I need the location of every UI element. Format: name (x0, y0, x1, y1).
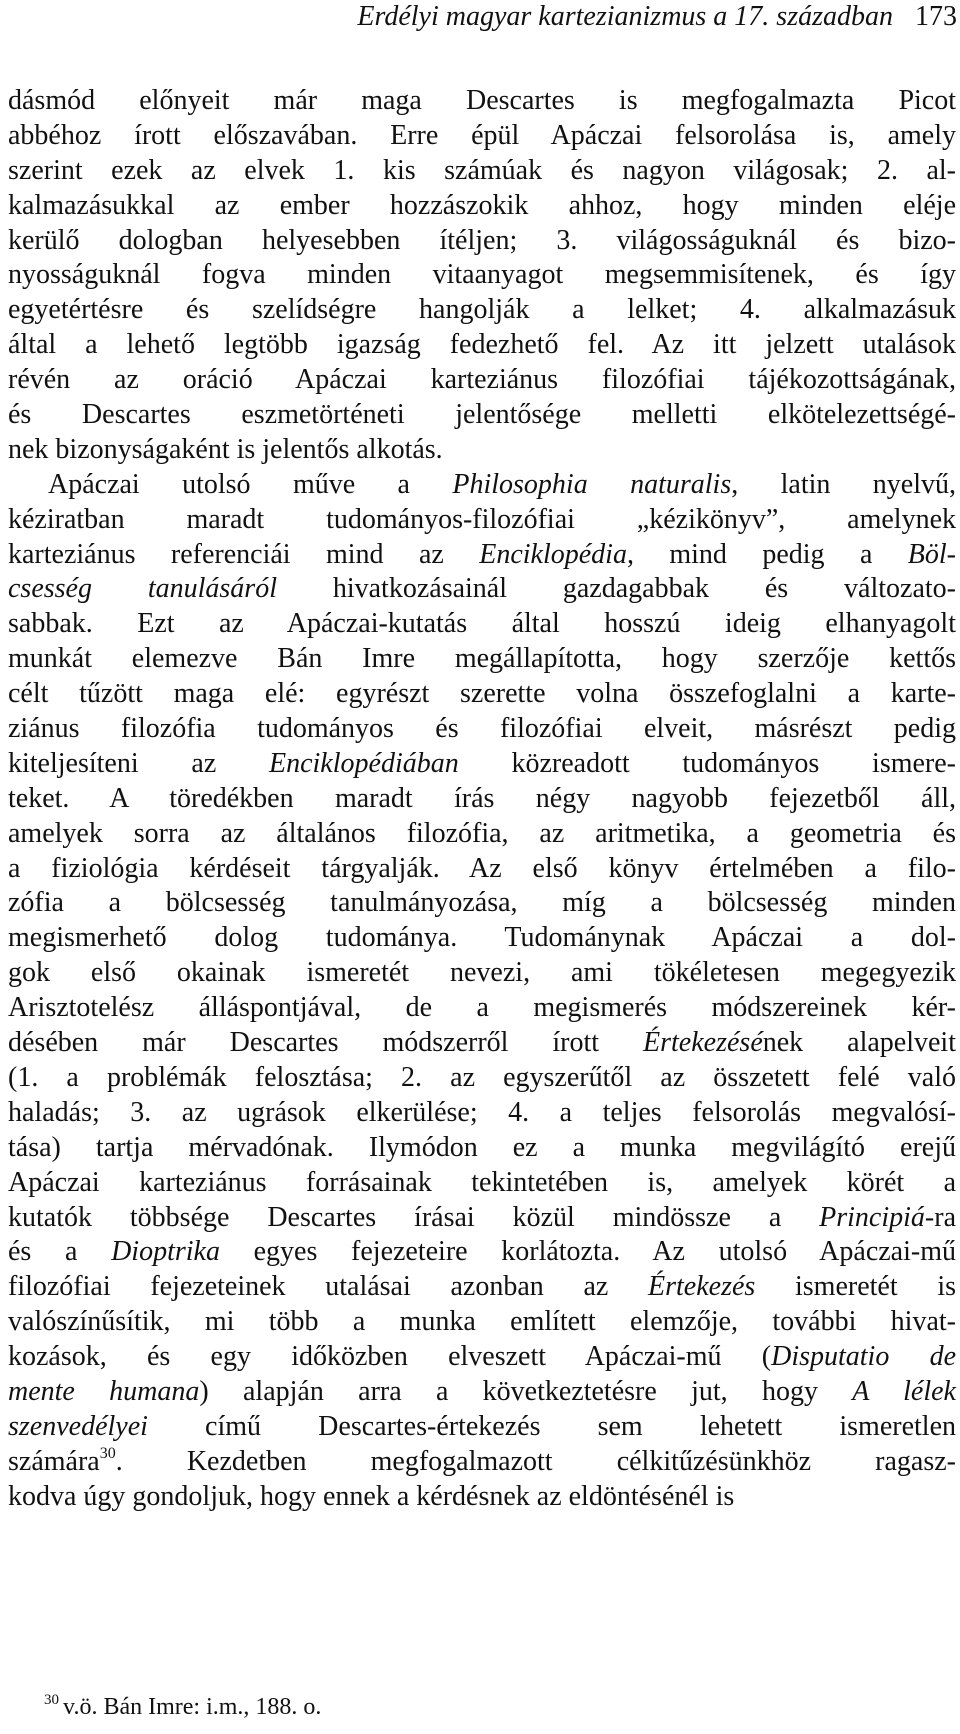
work-title: Enciklopédiában (269, 747, 459, 779)
work-title: mente humana (8, 1375, 200, 1407)
text-line: gok első okainak ismeretét nevezi, ami tökéletesen megegyezik (8, 957, 956, 989)
text-line: dásmód előnyeit már maga Descartes is megfogalmazta Picot (8, 85, 956, 116)
body-text (8, 84, 956, 1515)
text-line: kodva úgy gondoljuk, hogy ennek a kérdésnek az eldöntésénél is (8, 1480, 735, 1512)
paragraph-end-line: nek bizonyságaként is jelentős alkotás. (8, 433, 443, 465)
work-title: Értekezés (648, 1271, 756, 1303)
page-number: 173 (915, 1, 957, 32)
text-line: zófia a bölcsesség tanulmányozása, míg a bölcsesség minden (8, 887, 956, 919)
work-title: csesség tanulásáról (8, 573, 277, 605)
text-line: Arisztotelész álláspontjával, de a megismerés módszereinek kér- (8, 992, 956, 1024)
text-line: filozófiai fejezeteinek utalásai azonban az Értekezés ismeretét is (8, 1271, 956, 1303)
work-title: Philosophia naturalis (452, 468, 732, 500)
text-line: munkát elemezve Bán Imre megállapította, hogy szerzője kettős (8, 643, 956, 675)
work-title: Értekezésé (643, 1027, 763, 1059)
text-line: kutatók többsége Descartes írásai közül mindössze a Principiá-ra (8, 1201, 956, 1233)
text-line: valószínűsítik, mi több a munka említett elemzője, további hivat- (8, 1306, 956, 1338)
text-line: a fiziológia kérdéseit tárgyalják. Az első könyv értelmében a filo- (8, 852, 956, 884)
work-title: A lélek (852, 1375, 956, 1407)
text-line: amelyek sorra az általános filozófia, az aritmetika, a geometria és (8, 817, 956, 849)
text-line: szenvedélyei című Descartes-értekezés sem lehetett ismeretlen (8, 1410, 956, 1442)
text-line: és Descartes eszmetörténeti jelentősége melletti elkötelezettségé- (8, 399, 956, 431)
text-line: célt tűzött maga elé: egyrészt szerette volna összefoglalni a karte- (8, 678, 956, 710)
text-line: ziánus filozófia tudományos és filozófiai elveit, másrészt pedig (8, 713, 956, 745)
text-line: tása) tartja mérvadónak. Ilymódon ez a munka megvilágító erejű (8, 1131, 956, 1163)
text-line: csesség tanulásáról hivatkozásainál gazdagabbak és változato- (8, 573, 957, 605)
footnote-text: v.ö. Bán Imre: i.m., 188. o. (63, 1694, 322, 1720)
text-line: szerint ezek az elvek 1. kis számúak és nagyon világosak; 2. al- (8, 154, 956, 186)
text-line: Apáczai karteziánus forrásainak tekintetében is, amelyek körét a (8, 1166, 956, 1198)
work-title: Dioptrika (111, 1236, 220, 1268)
footnote-number: 30 (44, 1692, 59, 1708)
text-line: számára$^{30}$. Kezdetben megfogalmazott célkitűzésünkhöz ragasz- (8, 1444, 956, 1477)
work-title: Disputatio de (771, 1341, 956, 1373)
running-title: Erdélyi magyar kartezianizmus a 17. században (357, 1, 893, 32)
work-title: Principiá (819, 1201, 925, 1233)
work-title: Enciklopédia (479, 538, 627, 570)
text-line: és a Dioptrika egyes fejezeteire korlátozta. Az utolsó Apáczai-mű (8, 1236, 956, 1268)
paragraph-start-line: Apáczai utolsó műve a Philosophia naturalis, latin nyelvű, (48, 468, 956, 500)
text-line: kerülő dologban helyesebben ítéljen; 3. világosságuknál és bizo- (8, 224, 956, 256)
footnote-marker: 30 (99, 1444, 116, 1462)
text-line: nyosságuknál fogva minden vitaanyagot megsemmisítenek, és így (8, 259, 956, 291)
text-line: kalmazásukkal az ember hozzászokik ahhoz, hogy minden eléje (8, 189, 956, 221)
work-title: Böl- (907, 538, 956, 570)
running-header (0, 0, 957, 36)
text-line: haladás; 3. az ugrások elkerülése; 4. a teljes felsorolás megvalósí- (8, 1096, 956, 1128)
text-line: egyetértésre és szelídségre hangolják a lelket; 4. alkalmazásuk (8, 294, 956, 326)
text-line: (1. a problémák felosztása; 2. az egyszerűtől az összetett felé való (8, 1061, 956, 1093)
text-line: désében már Descartes módszerről írott Értekezésének alapelveit (8, 1027, 956, 1059)
text-line: mente humana) alapján arra a következtetésre jut, hogy A lélek (8, 1375, 956, 1407)
text-line: által a lehető legtöbb igazság fedezhető fel. Az itt jelzett utalások (8, 329, 956, 361)
text-line: kozások, és egy időközben elveszett Apáczai-mű (Disputatio de (8, 1341, 956, 1373)
text-line: megismerhető dolog tudománya. Tudománynak Apáczai a dol- (8, 922, 956, 954)
footnote (44, 1692, 321, 1722)
text-line: révén az oráció Apáczai karteziánus filozófiai tájékozottságának, (8, 364, 956, 396)
work-title: szenvedélyei (8, 1410, 148, 1442)
text-line: karteziánus referenciái mind az Enciklopédia, mind pedig a Böl- (8, 538, 956, 570)
text-line: abbéhoz írott előszavában. Erre épül Apáczai felsorolása is, amely (8, 119, 956, 151)
text-line: kiteljesíteni az Enciklopédiában közreadott tudományos ismere- (8, 747, 956, 779)
text-line: sabbak. Ezt az Apáczai-kutatás által hosszú ideig elhanyagolt (8, 608, 956, 640)
text-line: teket. A töredékben maradt írás négy nagyobb fejezetből áll, (8, 782, 956, 814)
text-line: kéziratban maradt tudományos-filozófiai „kézikönyv”, amelynek (8, 503, 956, 535)
